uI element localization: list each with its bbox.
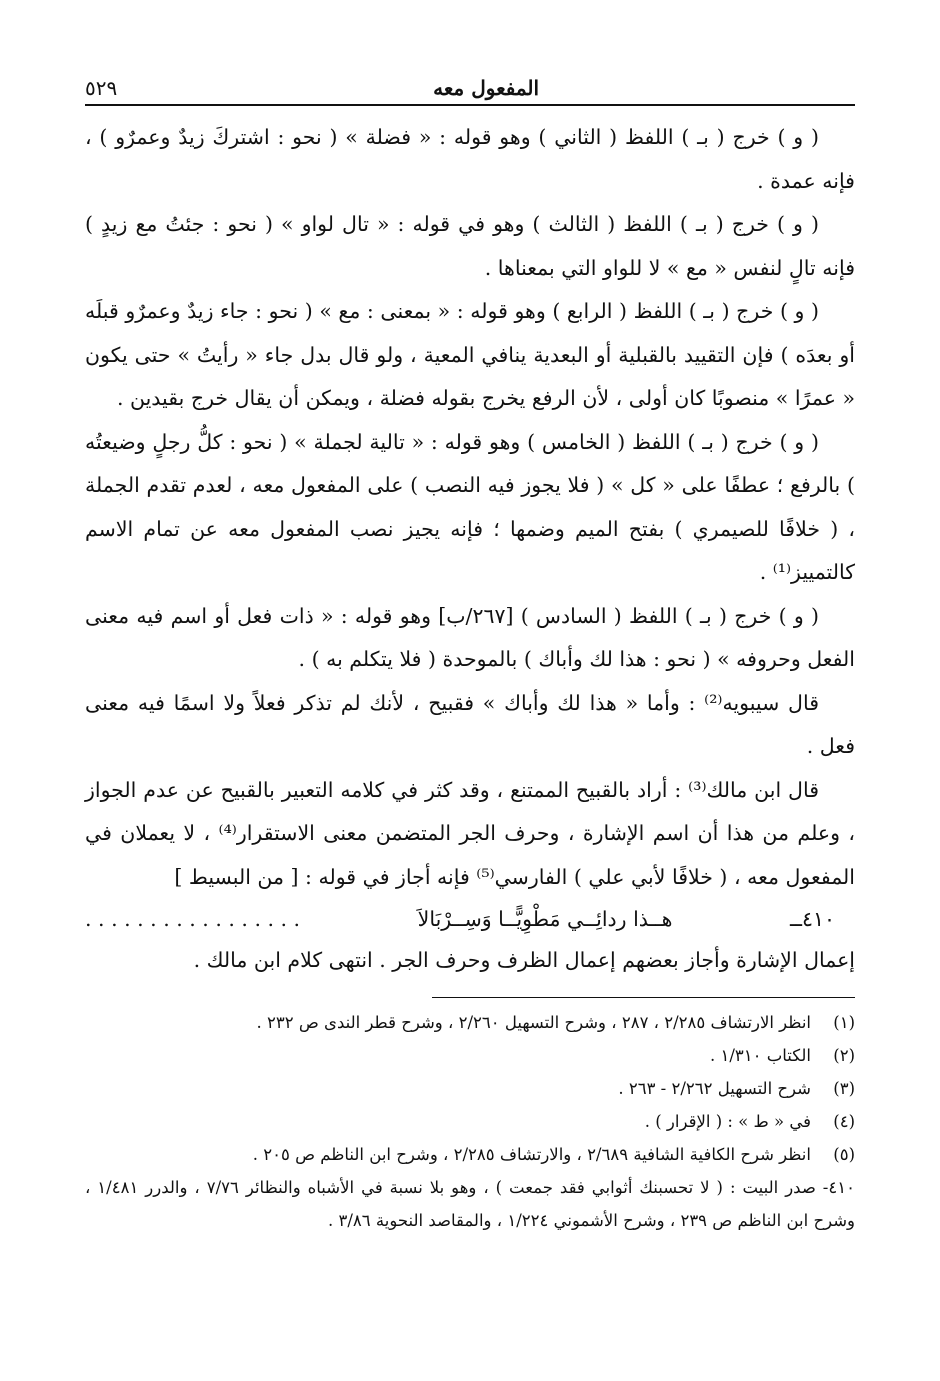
paragraph: ( و ) خرج ( بـ ) اللفظ ( السادس ) [٢٦٧/ب] وهو قوله : « ذات فعل أو اسم فيه معنى الفعل وحروفه » ( نحو : هذا لك وأباك ) بالموحدة ( فلا يتكلم به ) .	[85, 603, 855, 671]
footnote-number: (٥)	[833, 1144, 855, 1164]
paragraph: قال سيبويه⁽²⁾ : وأما « هذا لك وأباك » فقبيح ، لأنك لم تذكر فعلاً ولا اسمًا فيه معنى فعل .	[85, 690, 855, 758]
footnote	[85, 1105, 855, 1138]
footnote-number: (٣)	[833, 1078, 855, 1098]
footnote	[85, 1006, 855, 1039]
page-header	[85, 70, 855, 106]
page-number: ٥٢٩	[85, 76, 118, 100]
paragraph: قال ابن مالك⁽³⁾ : أراد بالقبيح الممتنع ، وقد كثر في كلامه التعبير بالقبيح عن عدم الجواز ، وعلم من هذا أن اسم الإشارة ، وحرف الجر المتضمن معنى الاستقرار⁽⁴⁾ ، لا يعملان في المفعول معه ، ( خلافًا لأبي علي ) الفارسي⁽⁵⁾ فإنه أجاز في قوله : [ من البسيط ]	[85, 777, 855, 889]
main-text	[85, 116, 855, 983]
footnote-text: انظر الارتشاف ٢/٢٨٥ ، ٢٨٧ ، وشرح التسهيل ٢/٢٦٠ ، وشرح قطر الندى ص ٢٣٢ .	[256, 1012, 811, 1032]
verse-line	[85, 899, 855, 939]
running-title: المفعول معه	[433, 76, 540, 100]
book-page	[85, 70, 855, 1237]
footnote-number: (٤)	[833, 1111, 855, 1131]
paragraph: ( و ) خرج ( بـ ) اللفظ ( الرابع ) وهو قوله : « بمعنى : مع » ( نحو : جاء زيدٌ وعمرٌو قبلَه أو بعدَه ) فإن التقييد بالقبلية أو البعدية ينافي المعية ، ولو قال بدل جاء « رأيتُ » حتى يكون « عمرًا » منصوبًا كان أولى ، لأن الرفع يخرج بقوله فضلة ، ويمكن أن يقال خرج بقيدين .	[85, 299, 855, 410]
footnote	[85, 1138, 855, 1171]
footnote-number: (٢)	[833, 1045, 855, 1065]
footnote-text: الكتاب ١/٣١٠ .	[709, 1045, 811, 1065]
paragraph: ( و ) خرج ( بـ ) اللفظ ( الثالث ) وهو في قوله : « تال لواو » ( نحو : جئتُ مع زيدٍ ) فإنه تالٍ لنفس « مع » لا للواو التي بمعناها .	[85, 212, 855, 280]
footnote	[85, 1072, 855, 1105]
verse-number: ٤١٠ــ	[789, 907, 835, 931]
footnote-text: انظر شرح الكافية الشافية ٢/٦٨٩ ، والارتشاف ٢/٢٨٥ ، وشرح ابن الناظم ص ٢٠٥ .	[252, 1144, 811, 1164]
footnote-number: (١)	[833, 1012, 855, 1032]
footnote-rule	[432, 997, 856, 998]
verse-footnote: ٤١٠- صدر البيت : ( لا تحسبنك أثوابي فقد جمعت ) ، وهو بلا نسبة في الأشباه والنظائر ٧/٧٦ ، والدرر ١/٤٨١ ، وشرح ابن الناظم ص ٢٣٩ ، وشرح الأشموني ١/٢٢٤ ، والمقاصد النحوية ٣/٨٦ .	[85, 1177, 855, 1230]
verse-dots: . . . . . . . . . . . . . . . . .	[85, 907, 301, 931]
paragraph: ( و ) خرج ( بـ ) اللفظ ( الخامس ) وهو قوله : « تالية لجملة » ( نحو : كلُّ رجلٍ وضيعتُه ) بالرفع ؛ عطفًا على « كل » ( فلا يجوز فيه النصب ) على المفعول معه ، لعدم تقدم الجملة ، ( خلافًا للصيمري ) بفتح الميم وضمها ؛ فإنه يجيز نصب المفعول معه عن تمام الاسم كالتمييز⁽¹⁾ .	[85, 429, 855, 584]
footnote-text: في « ط » : ( الإقرار ) .	[644, 1111, 811, 1131]
closing-paragraph: إعمال الإشارة وأجاز بعضهم إعمال الظرف وحرف الجر . انتهى كلام ابن مالك .	[193, 948, 855, 972]
verse-hemistich: هــذا ردائِــي مَطْوِيًّــا وَسِــرْبَالاَ	[417, 907, 673, 931]
footnote	[85, 1039, 855, 1072]
footnote-text: شرح التسهيل ٢/٢٦٢ - ٢٦٣ .	[618, 1078, 811, 1098]
footnotes	[85, 1006, 855, 1237]
paragraph: ( و ) خرج ( بـ ) اللفظ ( الثاني ) وهو قوله : « فضلة » ( نحو : اشتركَ زيدٌ وعمرٌو ) ، فإنه عمدة .	[85, 125, 855, 193]
